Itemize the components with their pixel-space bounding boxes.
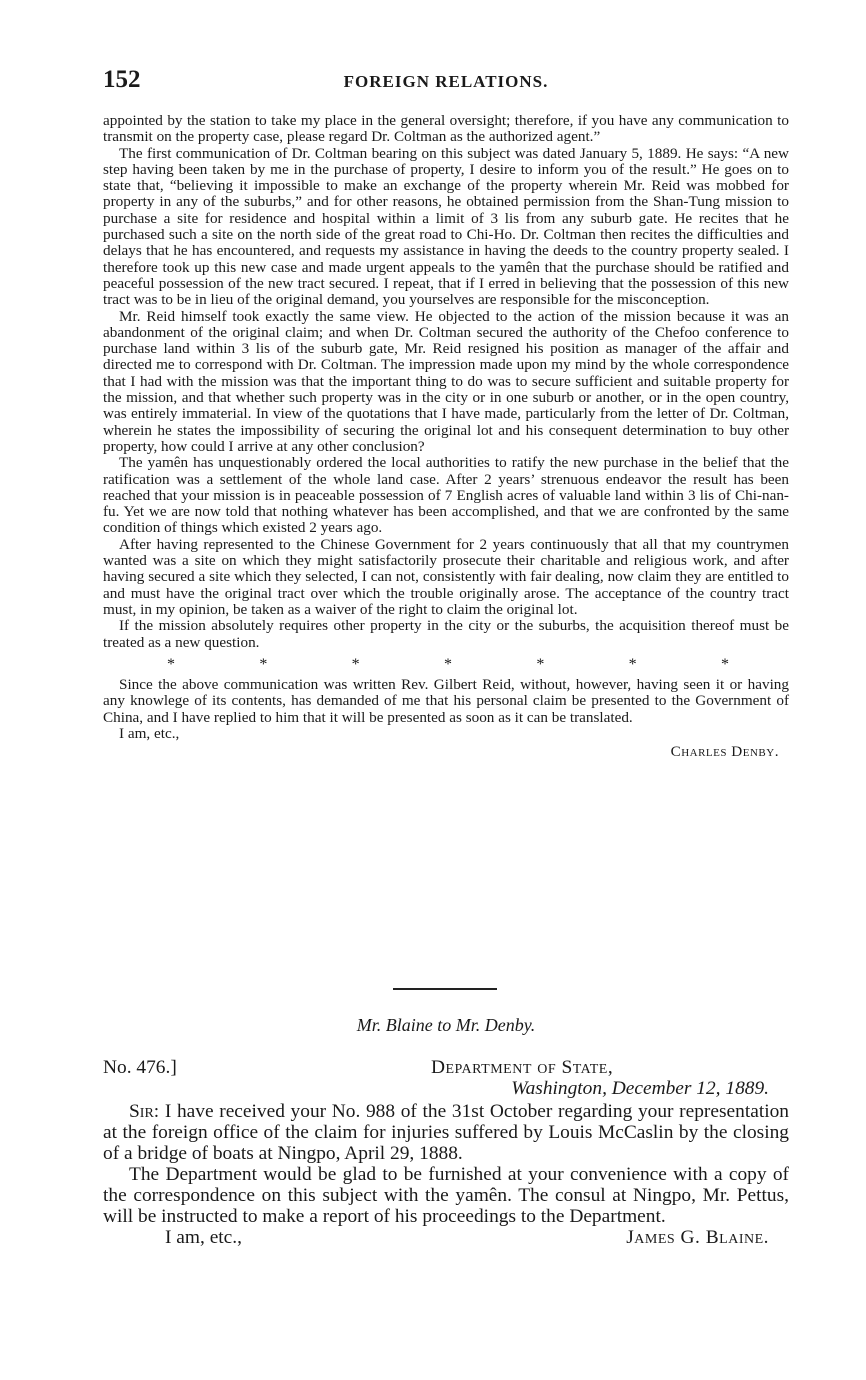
letter-heading: Mr. Blaine to Mr. Denby. [356,1015,536,1035]
denby-letter [103,113,789,761]
postscript: Since the above communication was written Rev. Gilbert Reid, without, however, having seen it or having any knowlege of its contents, has demanded of me that his personal claim be presented to the Government of China, and I have replied to him that it will be presented as soon as it can be translated. [103,676,789,726]
document-number: No. 476.] [103,1057,177,1078]
letter-meta [103,1057,789,1101]
blaine-letter [103,1057,789,1251]
paragraph [103,1101,789,1164]
star: * [720,655,729,673]
star: * [259,655,268,673]
paragraph: If the mission absolutely requires other property in the city or the suburbs, the acquisition thereof must be treated as a new question. [103,617,789,651]
department: Department of State, [431,1057,614,1078]
paragraph: The yamên has unquestionably ordered the local authorities to ratify the new purchase in the belief that the ratification was a settlement of the whole land case. After 2 years’ strenuous endeavor the result has been reached that your mission is in peaceable possession of 7 English acres of valuable land within 3 lis of Chi-nan-fu. Yet we are now told that nothing whatever has been accomplished, and that we are confronted by the same condition of things which existed 2 years ago. [103,454,789,537]
dateline: Washington, December 12, 1889. [511,1078,769,1099]
omission-stars [103,651,789,677]
closing: I am, etc., [165,1227,242,1248]
closing: I am, etc., [119,724,180,742]
salutation: Sir: [129,1101,160,1122]
paragraph: appointed by the station to take my place in the general oversight; therefore, if you have any communication to transmit on the property case, please regard Dr. Coltman as the authorized agent.” [103,112,789,146]
paragraph: After having represented to the Chinese Government for 2 years continuously that all that my countrymen wanted was a site on which they might satisfactorily prosecute their charitable and religious work, and after having secured a site which they selected, I can not, consistently with fair dealing, now claim they are entitled to and must have the original tract over which the trouble originally arose. The acceptance of the country tract must, in my opinion, be taken as a waiver of the right to claim the original lot. [103,535,789,618]
star: * [443,655,452,673]
star: * [536,655,545,673]
paragraph: Mr. Reid himself took exactly the same view. He objected to the action of the mission because it was an abandonment of the original claim; and when Dr. Coltman secured the authority of the Chefoo conference to purchase land within 3 lis of the suburb gate, Mr. Reid resigned his position as manager of the affair and directed me to correspond with Dr. Coltman. The impression made upon my mind by the whole correspondence that I had with the mission was that the important thing to do was to secure sufficient and suitable property for the mission, and that whether such property was in the city or in one suburb or another, or in the open country, was entirely immaterial. In view of the quotations that I have made, particularly from the letter of Dr. Coltman, wherein he states the impossibility of securing the original lot and his consequent determination to buy other property, how could I arrive at any other conclusion? [103,307,789,455]
paragraph: The first communication of Dr. Coltman bearing on this subject was dated January 5, 1889. He says: “A new step having been taken by me in the purchase of property, I desire to inform you of the result.” He goes on to state that, “believing it impossible to make an exchange of the property wherein Mr. Reid was mobbed for property in any of the suburbs,” and for other reasons, he obtained permission from the Shan-Tung mission to purchase a site for residence and hospital within a limit of 3 lis from any suburb gate. He recites that he purchased such a site on the north side of the great road to Chi-Ho. Dr. Coltman then recites the difficulties and delays that he has encountered, and requests my assistance in having the deeds to the country property sealed. I therefore took up this new case and made urgent appeals to the yamên that the purchase should be ratified and peaceful possession of the new tract secured. I repeat, that if I erred in believing that the possession of this new tract was to be in lieu of the original demand, you yourselves are responsible for the misconception. [103,144,789,309]
star: * [628,655,637,673]
star: * [167,655,175,673]
signature: James G. Blaine. [626,1227,769,1248]
signature: Charles Denby. [670,743,779,761]
page-header [103,66,789,96]
star: * [351,655,360,673]
running-title: FOREIGN RELATIONS. [343,72,549,91]
page-number: 152 [103,66,141,93]
paragraph: The Department would be glad to be furnished at your convenience with a copy of the correspondence on this subject with the yamên. The consul at Ningpo, Mr. Pettus, will be instructed to make a report of his proceedings to the Department. [103,1164,789,1227]
section-divider [393,988,497,990]
closing-row [103,1227,789,1251]
paragraph-text: I have received your No. 988 of the 31st October regarding your representation at the foreign office of the claim for injuries suffered by Louis McCaslin by the closing of a bridge of boats at Ningpo, April 29, 1888. [103,1101,789,1164]
